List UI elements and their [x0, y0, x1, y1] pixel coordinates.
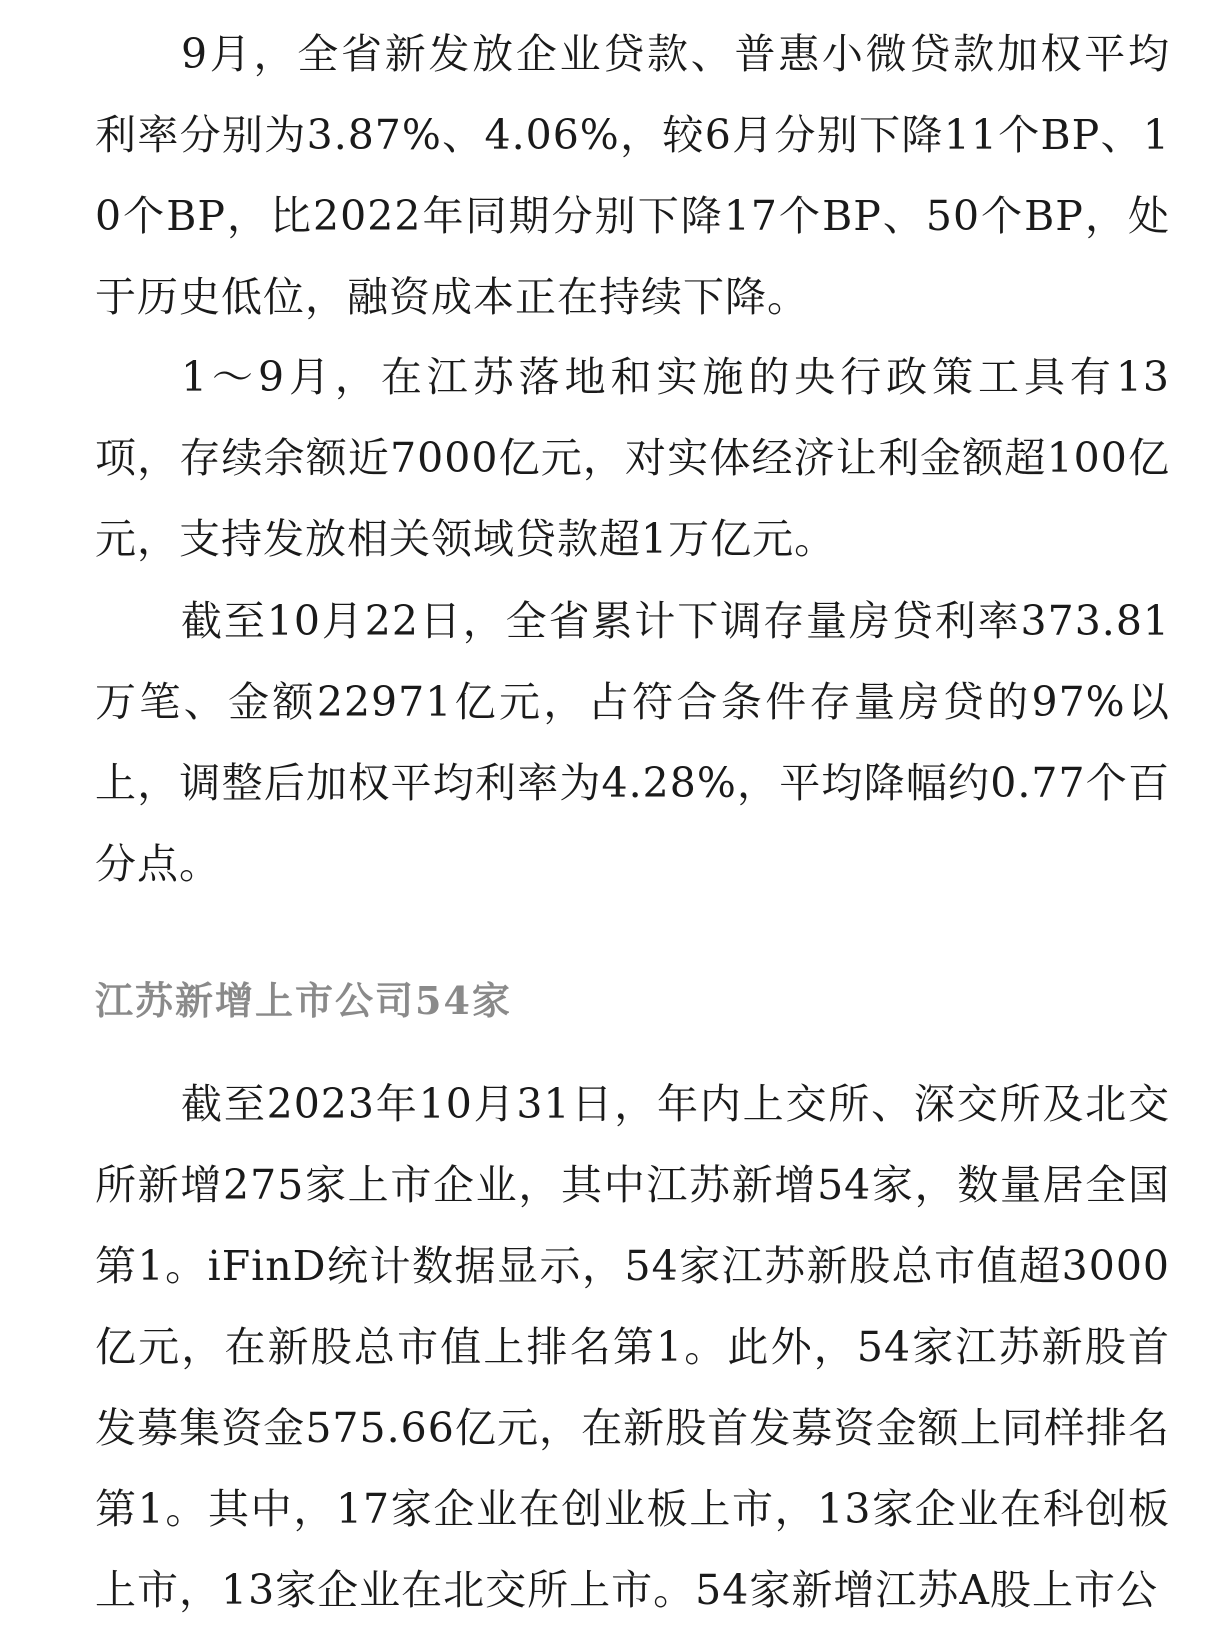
- paragraph-listed-companies: 截至2023年10月31日，年内上交所、深交所及北交所新增275家上市企业，其中江苏新增54家，数量居全国第1。iFinD统计数据显示，54家江苏新股总市值超3000亿元，在新股总市值上排名第1。此外，54家江苏新股首发募集资金575.66亿元，在新股首发募资金额上同样排名第1。其中，17家企业在创业板上市，13家企业在科创板上市，13家企业在北交所上市。54家新增江苏A股上市公: [95, 1080, 1170, 1614]
- section-heading: 江苏新增上市公司54家: [95, 978, 512, 1023]
- paragraph-loan-rates: 9月，全省新发放企业贷款、普惠小微贷款加权平均利率分别为3.87%、4.06%，较6月分别下降11个BP、10个BP，比2022年同期分别下降17个BP、50个BP，处于历史低位，融资成本正在持续下降。: [95, 30, 1170, 321]
- paragraph-mortgage-rates: 截至10月22日，全省累计下调存量房贷利率373.81万笔、金额22971亿元，占符合条件存量房贷的97%以上，调整后加权平均利率为4.28%，平均降幅约0.77个百分点。: [95, 597, 1170, 888]
- paragraph-policy-tools: 1～9月，在江苏落地和实施的央行政策工具有13项，存续余额近7000亿元，对实体经济让利金额超100亿元，支持发放相关领域贷款超1万亿元。: [95, 353, 1170, 563]
